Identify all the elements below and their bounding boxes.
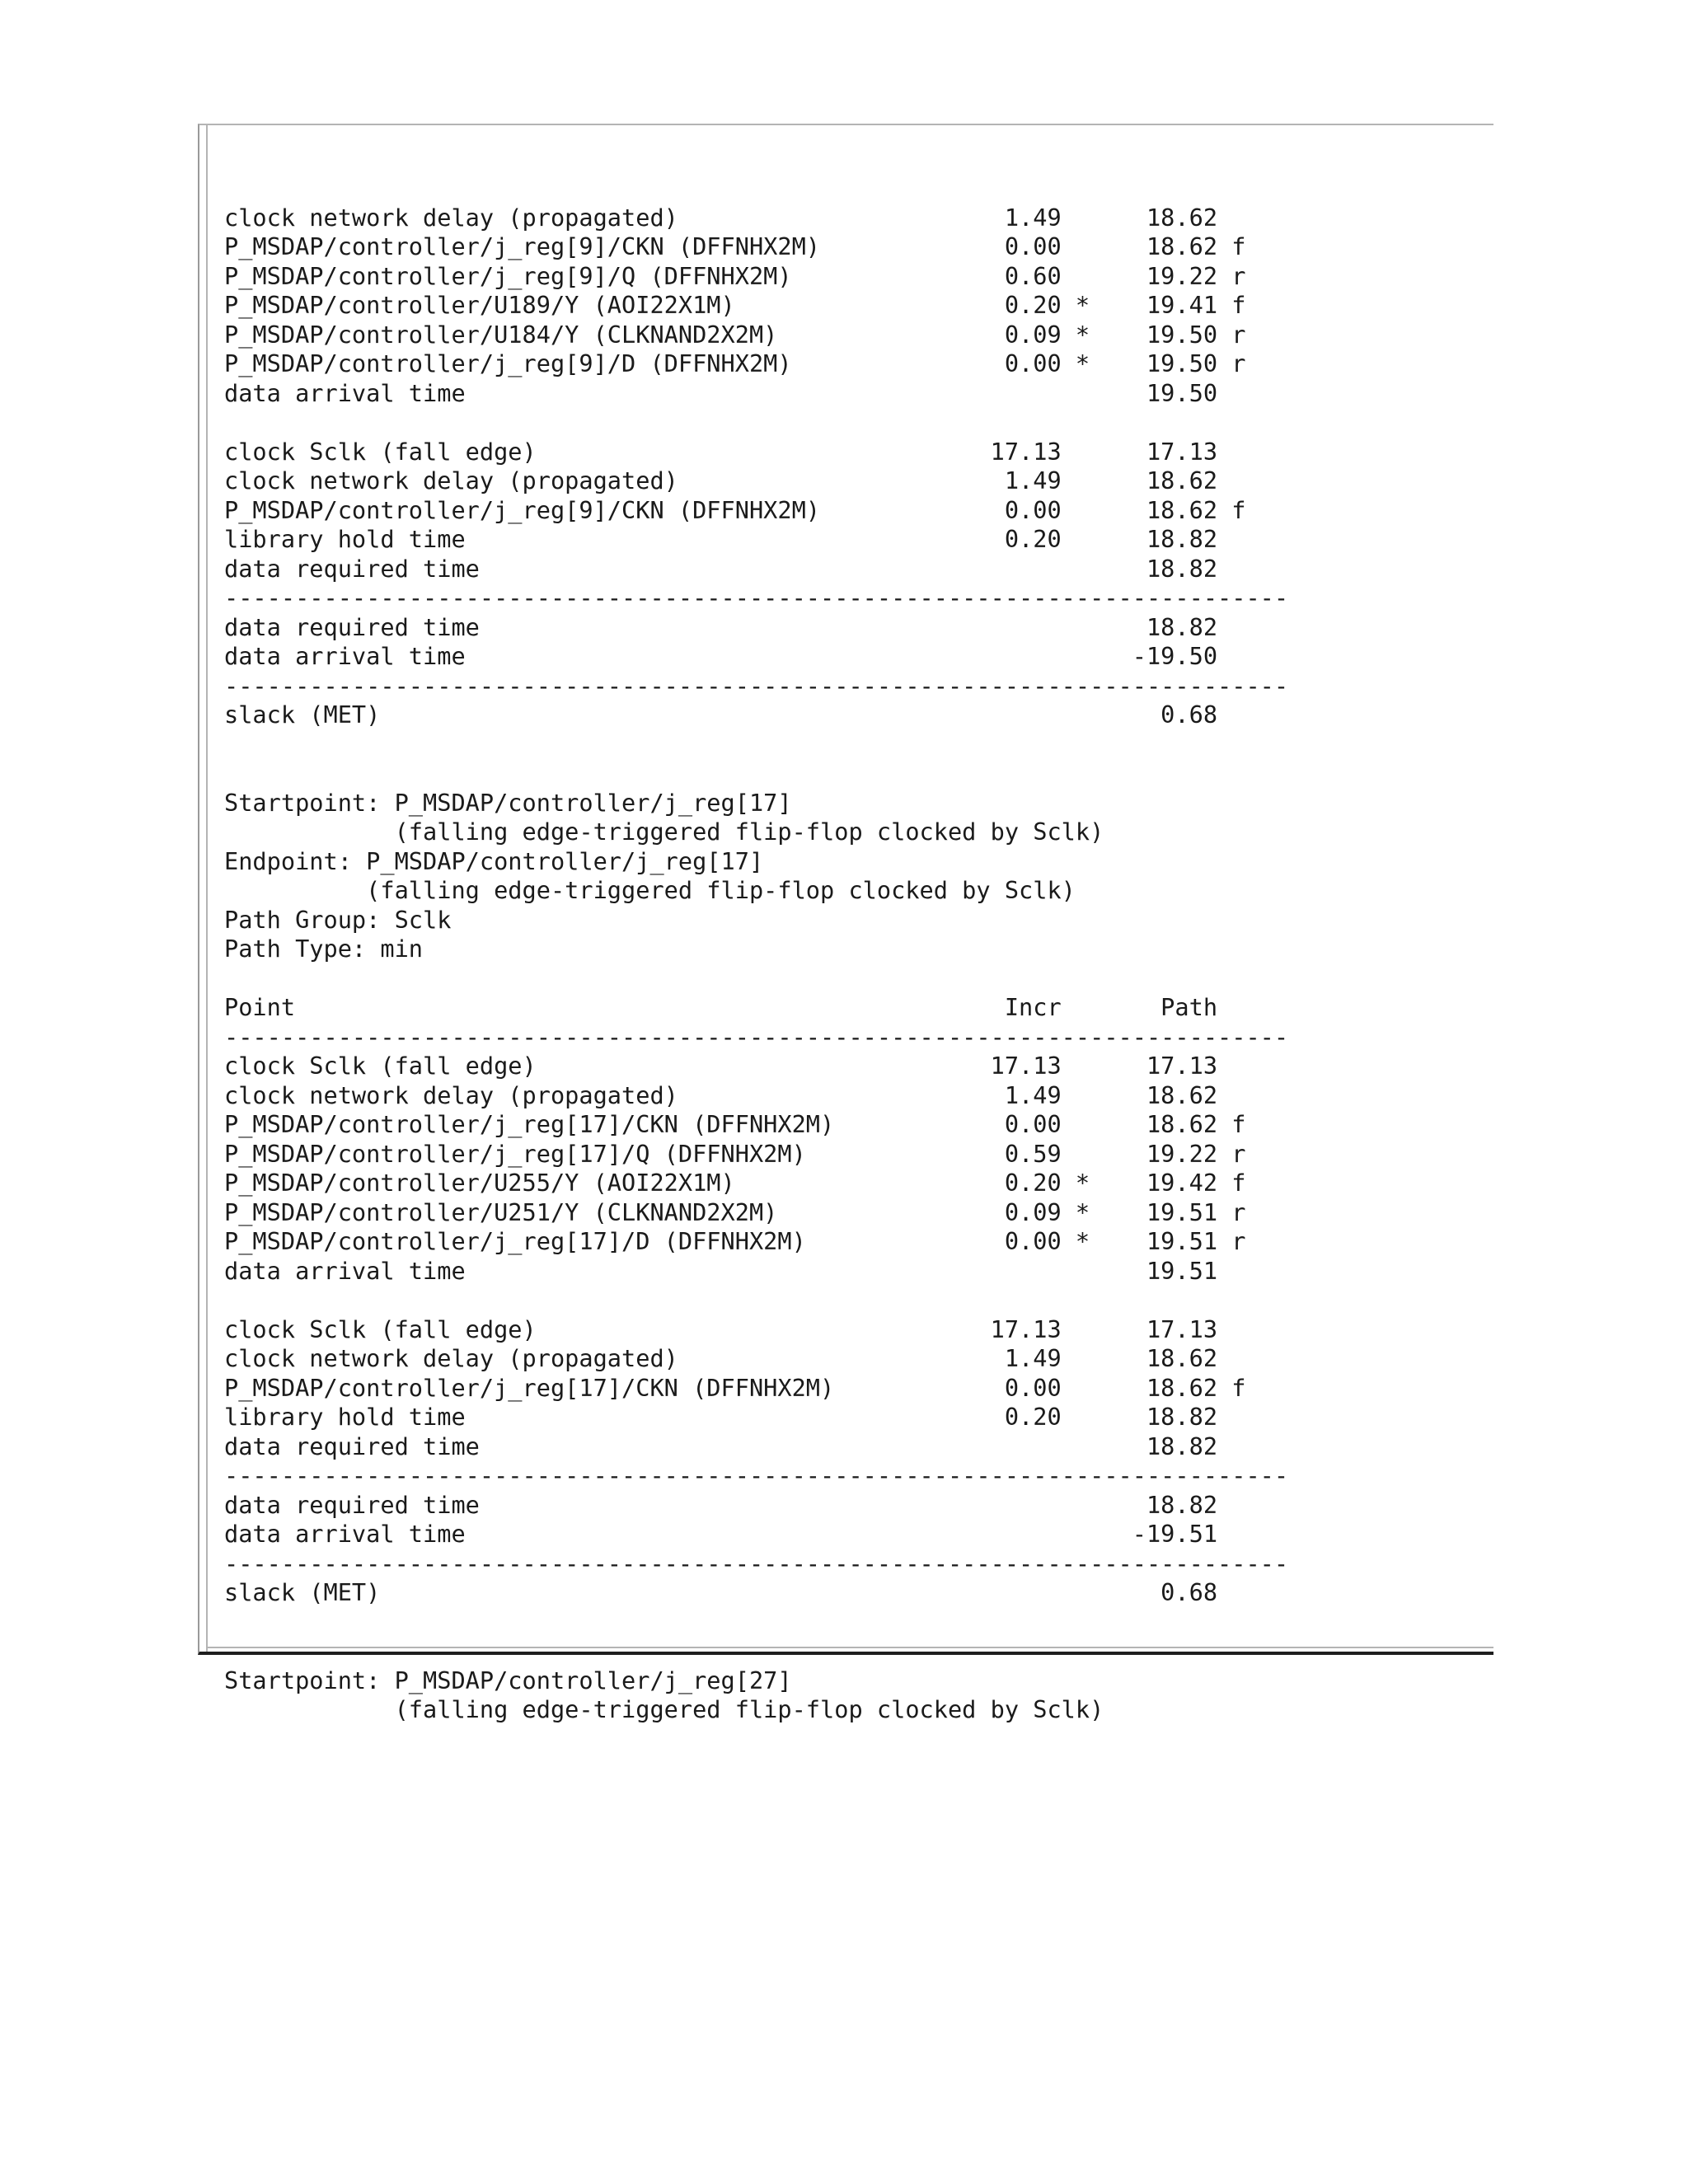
report-line: clock network delay (propagated) 1.49 18.62 — [224, 1344, 1218, 1372]
report-line — [224, 1608, 1288, 1638]
report-line: clock network delay (propagated) 1.49 18.62 — [224, 1080, 1218, 1109]
report-line — [224, 759, 1288, 789]
report-line: P_MSDAP/controller/j_reg[17]/Q (DFFNHX2M) 0.59 19.22 r — [224, 1139, 1246, 1168]
report-line: --------------------------------------------------------------------------- — [224, 1022, 1289, 1051]
report-line: --------------------------------------------------------------------------- — [224, 671, 1289, 700]
report-line: clock network delay (propagated) 1.49 18.62 — [224, 203, 1218, 232]
report-line: P_MSDAP/controller/j_reg[17]/CKN (DFFNHX2M) 0.00 18.62 f — [224, 1110, 1246, 1138]
report-line: slack (MET) 0.68 — [224, 1578, 1218, 1606]
report-line: data arrival time 19.50 — [224, 378, 1218, 407]
report-line: P_MSDAP/controller/j_reg[17]/D (DFFNHX2M) 0.00 * 19.51 r — [224, 1227, 1246, 1255]
report-line: clock network delay (propagated) 1.49 18.62 — [224, 466, 1218, 494]
report-line: --------------------------------------------------------------------------- — [224, 1549, 1289, 1577]
timing-report — [224, 115, 1288, 1725]
report-line: P_MSDAP/controller/j_reg[9]/CKN (DFFNHX2M) 0.00 18.62 f — [224, 495, 1246, 524]
report-line: data required time 18.82 — [224, 1490, 1218, 1519]
report-line: library hold time 0.20 18.82 — [224, 525, 1218, 553]
report-line: data required time 18.82 — [224, 554, 1218, 583]
report-line: P_MSDAP/controller/j_reg[9]/Q (DFFNHX2M) 0.60 19.22 r — [224, 261, 1246, 290]
report-line: P_MSDAP/controller/U184/Y (CLKNAND2X2M) 0.09 * 19.50 r — [224, 320, 1246, 349]
report-line: data arrival time -19.51 — [224, 1520, 1218, 1548]
report-line: --------------------------------------------------------------------------- — [224, 583, 1289, 612]
report-line: P_MSDAP/controller/j_reg[9]/CKN (DFFNHX2M) 0.00 18.62 f — [224, 232, 1246, 260]
report-line: Path Group: Sclk — [224, 905, 452, 934]
report-line: P_MSDAP/controller/U251/Y (CLKNAND2X2M) 0.09 * 19.51 r — [224, 1197, 1246, 1226]
report-line: clock Sclk (fall edge) 17.13 17.13 — [224, 1052, 1218, 1080]
report-line: Startpoint: P_MSDAP/controller/j_reg[17] — [224, 788, 792, 817]
report-line: clock Sclk (fall edge) 17.13 17.13 — [224, 1315, 1218, 1343]
report-line — [224, 730, 1288, 760]
report-line: data required time 18.82 — [224, 1432, 1218, 1460]
report-line: --------------------------------------------------------------------------- — [224, 1461, 1289, 1489]
report-line: data arrival time -19.50 — [224, 642, 1218, 670]
report-line: P_MSDAP/controller/j_reg[17]/CKN (DFFNHX2M) 0.00 18.62 f — [224, 1373, 1246, 1402]
report-line: Endpoint: P_MSDAP/controller/j_reg[17] — [224, 846, 764, 875]
report-line — [224, 964, 1288, 994]
report-line: Startpoint: P_MSDAP/controller/j_reg[27] — [224, 1666, 792, 1694]
report-line: data arrival time 19.51 — [224, 1256, 1218, 1285]
report-frame — [198, 124, 1493, 1723]
report-line: P_MSDAP/controller/j_reg[9]/D (DFFNHX2M) 0.00 * 19.50 r — [224, 349, 1246, 377]
report-line: (falling edge-triggered flip-flop clocked by Sclk) — [224, 876, 1076, 904]
report-line: (falling edge-triggered flip-flop clocked by Sclk) — [224, 1695, 1104, 1723]
report-line: Point Incr Path — [224, 993, 1218, 1021]
report-line: (falling edge-triggered flip-flop clocked by Sclk) — [224, 818, 1104, 846]
report-line: P_MSDAP/controller/U189/Y (AOI22X1M) 0.20 * 19.41 f — [224, 291, 1246, 319]
report-line: data required time 18.82 — [224, 612, 1218, 641]
report-line: P_MSDAP/controller/U255/Y (AOI22X1M) 0.20 * 19.42 f — [224, 1169, 1246, 1197]
report-line: Path Type: min — [224, 935, 424, 963]
report-line — [224, 1286, 1288, 1315]
report-line: slack (MET) 0.68 — [224, 701, 1218, 729]
report-line: clock Sclk (fall edge) 17.13 17.13 — [224, 437, 1218, 466]
report-line — [224, 408, 1288, 438]
report-line: library hold time 0.20 18.82 — [224, 1403, 1218, 1431]
report-line — [224, 1637, 1288, 1666]
